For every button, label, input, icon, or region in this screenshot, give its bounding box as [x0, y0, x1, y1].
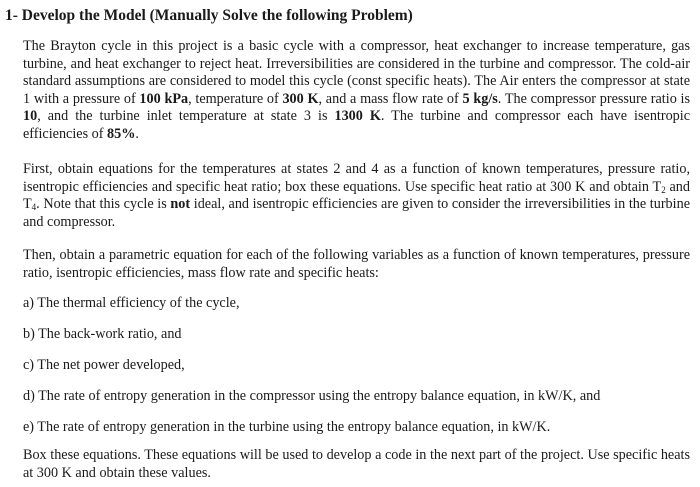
para1-text-2: , temperature of — [188, 90, 283, 107]
para2-text-1: First, obtain equations for the temperatures at states 2 and 4 as a function of known temperatures, pressure ratio, isentropic efficiencies and specific heat ratio; box these equations. Use specific heat ratio at 300 K and obtain T — [23, 161, 690, 195]
para1-text-1: The Brayton cycle in this project is a basic cycle with a compressor, heat exchanger to increase temperature, gas turbine, and heat exchanger to reject heat. Irreversibilities are considered in the turbine and compressor. The cold-air standard assumptions are considered to model this cycle (const specific heats). The Air enters the compressor at state 1 with a pressure of — [23, 38, 690, 107]
para1-text-6: . The turbine and compressor each have isentropic efficiencies of — [23, 108, 691, 142]
pressure-ratio-value: 10 — [23, 108, 38, 125]
isentropic-efficiency-value: 85% — [107, 125, 136, 142]
list-item-e: e) The rate of entropy generation in the turbine using the entropy balance equation, in kW/K. — [23, 419, 551, 435]
parametric-equations-paragraph: Then, obtain a parametric equation for each of the following variables as a function of known temperatures, pressure ratio, isentropic efficiencies, mass flow rate and specific heats: — [23, 247, 690, 281]
inlet-pressure-value: 100 kPa — [139, 90, 189, 107]
para2-text-3: . Note that this cycle is — [36, 196, 171, 213]
list-item-d: d) The rate of entropy generation in the compressor using the entropy balance equation, in kW/K, and — [23, 388, 601, 404]
subscript-2: 2 — [661, 184, 666, 195]
para2-text-4: ideal, and isentropic efficiencies are given to consider the irreversibilities in the turbine and compressor. — [23, 196, 690, 230]
para1-text-5: , and the turbine inlet temperature at state 3 is — [37, 108, 335, 125]
emphasis-not: not — [170, 196, 191, 213]
para1-text-7: . — [135, 125, 139, 142]
para1-text-3: , and a mass flow rate of — [318, 90, 463, 107]
para1-text-4: . The compressor pressure ratio is — [497, 90, 690, 107]
list-item-b: b) The back-work ratio, and — [23, 326, 182, 342]
temperature-instructions-paragraph — [23, 161, 690, 231]
list-item-c: c) The net power developed, — [23, 357, 185, 373]
turbine-inlet-temperature-value: 1300 K — [334, 108, 381, 125]
mass-flow-rate-value: 5 kg/s — [462, 90, 498, 107]
closing-paragraph: Box these equations. These equations will be used to develop a code in the next part of the project. Use specific heats at 300 K and obtain these values. — [23, 447, 690, 481]
inlet-temperature-value: 300 K — [282, 90, 319, 107]
subscript-4: 4 — [31, 202, 37, 213]
para2-text-2: and T — [23, 178, 690, 213]
list-item-a: a) The thermal efficiency of the cycle, — [23, 295, 240, 311]
problem-description-paragraph — [23, 38, 690, 144]
section-heading: 1- Develop the Model (Manually Solve the following Problem) — [5, 7, 413, 24]
